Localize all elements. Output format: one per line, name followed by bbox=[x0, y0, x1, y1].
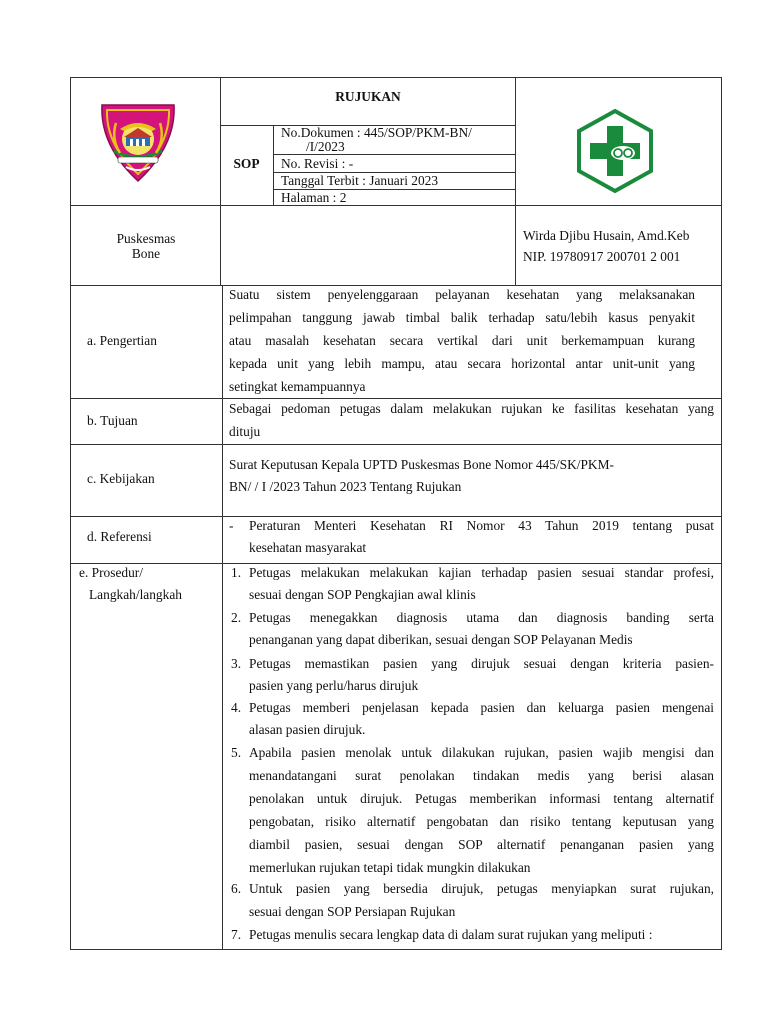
pengertian-line: atau masalah kesehatan secara vertikal dari unit berkemampuan kurang bbox=[229, 333, 695, 348]
step-line: penanganan yang dapat diberikan, sesuai dengan SOP Pelayanan Medis bbox=[249, 632, 633, 647]
tujuan-line: dituju bbox=[229, 424, 261, 439]
step-line: Petugas memastikan pasien yang dirujuk sesuai dengan kriteria pasien- bbox=[249, 656, 714, 671]
prosedur-label-line1: e. Prosedur/ bbox=[79, 565, 143, 580]
referensi-line: kesehatan masyarakat bbox=[249, 540, 367, 555]
issue-date: Tanggal Terbit : Januari 2023 bbox=[281, 173, 439, 188]
tujuan-line: Sebagai pedoman petugas dalam melakukan rujukan ke fasilitas kesehatan yang bbox=[229, 401, 714, 416]
tujuan-bottom-line bbox=[70, 444, 722, 445]
step-number: 5. bbox=[231, 745, 242, 760]
official-nip: NIP. 19780917 200701 2 001 bbox=[523, 249, 681, 264]
org-name-line1: Puskesmas bbox=[116, 231, 176, 246]
step-line: Apabila pasien menolak untuk dilakukan rujukan, pasien wajib mengisi dan bbox=[249, 745, 714, 760]
step-line: Petugas menegakkan diagnosis utama dan diagnosis banding serta bbox=[249, 610, 714, 625]
step-line: Petugas melakukan melakukan kajian terhadap pasien sesuai standar profesi, bbox=[249, 565, 714, 580]
puskesmas-green-cross-logo-icon bbox=[572, 108, 658, 194]
referensi-bottom-line bbox=[70, 563, 722, 564]
step-line: penolakan untuk dirujuk. Petugas memberikan informasi tentang alternatif bbox=[249, 791, 714, 806]
step-number: 7. bbox=[231, 927, 242, 942]
step-line: alasan pasien dirujuk. bbox=[249, 722, 366, 737]
prosedur-label-line2: Langkah/langkah bbox=[89, 587, 182, 602]
step-line: pasien yang perlu/harus dirujuk bbox=[249, 678, 419, 693]
step-number: 1. bbox=[231, 565, 242, 580]
step-line: menandatangani surat penolakan tindakan medis yang berisi alasan bbox=[249, 768, 714, 783]
pengertian-line: kepada unit yang lebih mampu, atau secara horizontal antar unit-unit yang bbox=[229, 356, 695, 371]
table-border-right bbox=[721, 77, 722, 950]
pengertian-line: setingkat kemampuannya bbox=[229, 379, 366, 394]
table-border-top bbox=[70, 77, 722, 78]
kebijakan-bottom-line bbox=[70, 516, 722, 517]
referensi-label: d. Referensi bbox=[87, 529, 152, 544]
pengertian-line: pelimpahan tanggung jawab timbal balik terhadap satu/lebih kasus penyakit bbox=[229, 310, 695, 325]
referensi-line: Peraturan Menteri Kesehatan RI Nomor 43 Tahun 2019 tentang pusat bbox=[249, 518, 714, 533]
step-number: 2. bbox=[231, 610, 242, 625]
step-line: Petugas menulis secara lengkap data di dalam surat rujukan yang meliputi : bbox=[249, 927, 653, 942]
document-title: RUJUKAN bbox=[335, 89, 401, 104]
step-line: sesuai dengan SOP Persiapan Rujukan bbox=[249, 904, 456, 919]
step-line: Untuk pasien yang bersedia dirujuk, petugas menyiapkan surat rujukan, bbox=[249, 881, 714, 896]
doc-number-cont: /I/2023 bbox=[306, 139, 345, 154]
org-name-line2: Bone bbox=[131, 246, 161, 261]
revision-number: No. Revisi : - bbox=[281, 156, 354, 171]
doc-number: No.Dokumen : 445/SOP/PKM-BN/ bbox=[281, 125, 472, 140]
kebijakan-line: Surat Keputusan Kepala UPTD Puskesmas Bone Nomor 445/SK/PKM- bbox=[229, 457, 614, 472]
step-line: memerlukan rujukan tetapi tidak mungkin dilakukan bbox=[249, 860, 531, 875]
step-line: pengobatan, risiko alternatif pengobatan dan risiko tentang keputusan yang bbox=[249, 814, 714, 829]
table-border-left bbox=[70, 77, 71, 950]
docno-bottom-line bbox=[273, 154, 516, 155]
table-border-bottom bbox=[70, 949, 722, 950]
step-line: Petugas memberi penjelasan kepada pasien dan keluarga pasien mengenai bbox=[249, 700, 714, 715]
content-column-divider bbox=[222, 285, 223, 950]
pengertian-line: Suatu sistem penyelenggaraan pelayanan kesehatan yang melaksanakan bbox=[229, 287, 695, 302]
step-line: diambil pasien, sesuai dengan SOP alternatif penanganan pasien yang bbox=[249, 837, 714, 852]
pengertian-bottom-line bbox=[70, 398, 722, 399]
step-number: 4. bbox=[231, 700, 242, 715]
step-line: sesuai dengan SOP Pengkajian awal klinis bbox=[249, 587, 476, 602]
sop-divider bbox=[273, 125, 274, 205]
header-bottom-line bbox=[70, 205, 722, 206]
org-row-bottom-line bbox=[70, 285, 722, 286]
pengertian-label: a. Pengertian bbox=[87, 333, 157, 348]
kebijakan-label: c. Kebijakan bbox=[87, 471, 155, 486]
regency-shield-logo-icon bbox=[96, 101, 180, 185]
page-number: Halaman : 2 bbox=[281, 190, 347, 205]
referensi-bullet: - bbox=[229, 518, 234, 533]
sop-label: SOP bbox=[233, 156, 260, 171]
header-divider-right bbox=[515, 77, 516, 285]
step-number: 6. bbox=[231, 881, 242, 896]
step-number: 3. bbox=[231, 656, 242, 671]
official-name: Wirda Djibu Husain, Amd.Keb bbox=[523, 228, 690, 243]
tujuan-label: b. Tujuan bbox=[87, 413, 138, 428]
kebijakan-line: BN/ / I /2023 Tahun 2023 Tentang Rujukan bbox=[229, 479, 462, 494]
